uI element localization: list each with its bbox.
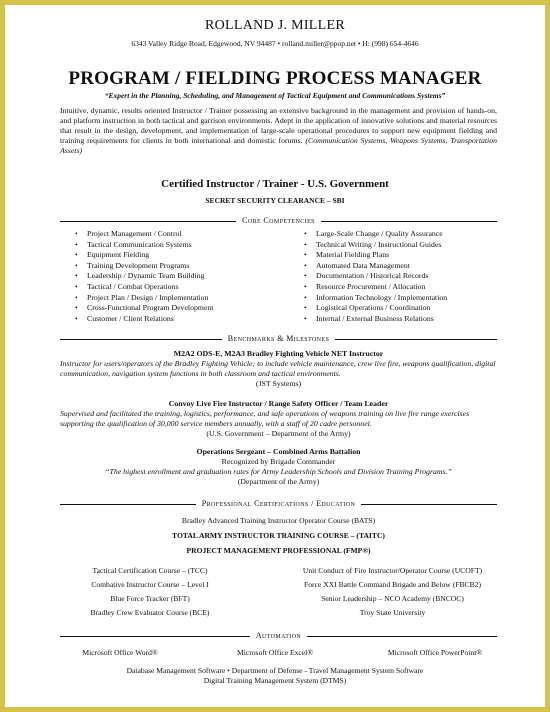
list-item: • Information Technology / Implementation	[304, 293, 447, 304]
summary-italic: (Communication Systems, Weapons Systems, Transportation Assets)	[60, 136, 498, 155]
benchmark-quote: “The highest enrollment and graduation rates for Army Leadership Schools and Division Training Programs.”	[105, 467, 452, 476]
benchmarks-heading: Benchmarks & Milestones	[60, 334, 497, 344]
cert-line: PROJECT MANAGEMENT PROFESSIONAL (FMP®)	[186, 546, 371, 555]
cert-list-right	[260, 564, 525, 620]
automation-heading: Automation	[60, 631, 497, 641]
divider	[60, 636, 250, 637]
certification-title: Certified Instructor / Trainer - U.S. Government	[161, 178, 389, 190]
list-item: • Equipment Fielding	[75, 250, 213, 261]
list-item: Force XXI Battle Command Brigade and Below (FBCB2)	[304, 580, 481, 589]
automation-line: Database Management Software • Department of Defense - Travel Management System Software	[126, 666, 424, 675]
list-item: Bradley Crew Evaluator Course (BCE)	[90, 608, 210, 617]
contact-line: 6343 Valley Ridge Road, Edgewood, NV 94487 • rolland.miller@ppop.net • H: (998) 654-4646	[131, 39, 419, 48]
benchmark-subtitle: Recognized by Brigade Commander	[221, 457, 336, 466]
benchmark-description: Instructor for users/operators of the Bradley Fighting Vehicle; to include vehicle maintenance, crew live fire, weapons qualification, digital communication, navigation system functions in both classroom and tactical environments.	[60, 359, 496, 378]
core-competencies-heading: Core Competencies	[60, 216, 497, 226]
list-item: • Large-Scale Change / Quality Assurance	[304, 229, 447, 240]
cert-list-left	[45, 564, 255, 620]
security-clearance: SECRET SECURITY CLEARANCE – SBI	[205, 196, 345, 205]
divider	[60, 504, 196, 505]
benchmark-title: Operations Sergeant – Combined Arms Battalion	[196, 447, 361, 456]
divider	[60, 339, 222, 340]
benchmark-title: M2A2 ODS-E, M2A3 Bradley Fighting Vehicle NET Instructor	[173, 349, 384, 358]
list-item: Blue Force Tracker (BFT)	[110, 594, 190, 603]
cert-line: Bradley Advanced Training Instructor Operator Course (BATS)	[181, 516, 376, 525]
list-item: Tactical Certification Course – (TCC)	[92, 566, 208, 575]
certifications-heading: Professional Certifications / Education	[60, 499, 497, 509]
benchmark-title: Convoy Live Fire Instructor / Range Safety Officer / Team Leader	[168, 399, 389, 408]
summary-text: Intuitive, dynamic, results oriented Instructor / Trainer possessing an extensive background in the management and provision of hands-on, and platform instruction in both tactical and garrison environments. Adept in the application of innovative solutions and material resources that result in the design, development, and implementation of large-scale operational procedures to support new equipment fielding and training requirements for clients in both international and domestic forums.	[60, 106, 497, 145]
cert-line: TOTAL ARMY INSTRUCTOR TRAINING COURSE – (TAITC)	[172, 531, 385, 540]
divider	[321, 221, 497, 222]
list-item: Senior Leadership – NCO Academy (BNCOC)	[321, 594, 464, 603]
job-subtitle: “Expert in the Planning, Scheduling, and Management of Tactical Equipment and Communications Systems”	[104, 91, 446, 100]
automation-app: Microsoft Office Excel®	[236, 648, 314, 657]
list-item: • Documentation / Historical Records	[304, 271, 447, 282]
list-item: • Internal / External Business Relations	[304, 314, 447, 325]
benchmark-item	[60, 349, 497, 389]
divider	[307, 636, 497, 637]
list-item: Unit Conduct of Fire Instructor/Operator Course (UCOFT)	[302, 566, 483, 575]
benchmark-description: Supervised and facilitated the training, logistics, performance, and safe operations of weapons training on live fire range exercises supporting the qualification of 30,000 service members annually, with a staff of 20 cadre personnel.	[60, 409, 470, 428]
candidate-name: ROLLAND J. MILLER	[204, 18, 346, 33]
list-item: • Project Management / Control	[75, 229, 213, 240]
benchmark-item	[60, 399, 497, 439]
list-item: • Customer / Client Relations	[75, 314, 213, 325]
benchmark-org: (U.S. Government – Department of the Army)	[206, 429, 351, 438]
automation-line: Digital Training Management System (DTMS)	[203, 676, 347, 685]
benchmark-org: (Department of the Army)	[237, 477, 320, 486]
list-item: • Automated Data Management	[304, 261, 447, 272]
list-item: • Tactical Communication Systems	[75, 240, 213, 251]
list-item: • Cross-Functional Program Development	[75, 303, 213, 314]
core-competencies-left	[75, 229, 213, 324]
list-item: Troy State University	[359, 608, 426, 617]
benchmark-org: (JST Systems)	[255, 379, 302, 388]
summary-paragraph	[60, 106, 497, 156]
list-item: • Logistical Operations / Coordination	[304, 303, 447, 314]
automation-app: Microsoft Office Word®	[82, 648, 158, 657]
divider	[60, 221, 236, 222]
list-item: • Training Development Programs	[75, 261, 213, 272]
list-item: • Tactical / Combat Operations	[75, 282, 213, 293]
list-item: • Material Fielding Plans	[304, 250, 447, 261]
list-item: • Resource Procurement / Allocation	[304, 282, 447, 293]
list-item: • Leadership / Dynamic Team Building	[75, 271, 213, 282]
divider	[361, 504, 497, 505]
list-item: • Project Plan / Design / Implementation	[75, 293, 213, 304]
job-title: PROGRAM / FIELDING PROCESS MANAGER	[68, 68, 482, 89]
benchmark-item	[60, 447, 497, 487]
divider	[335, 339, 497, 340]
resume-page	[5, 5, 545, 707]
core-competencies-right	[304, 229, 447, 324]
automation-app: Microsoft Office PowerPoint®	[387, 648, 483, 657]
list-item: • Technical Writing / Instructional Guides	[304, 240, 447, 251]
list-item: Combative Instructor Course – Level I	[91, 580, 209, 589]
